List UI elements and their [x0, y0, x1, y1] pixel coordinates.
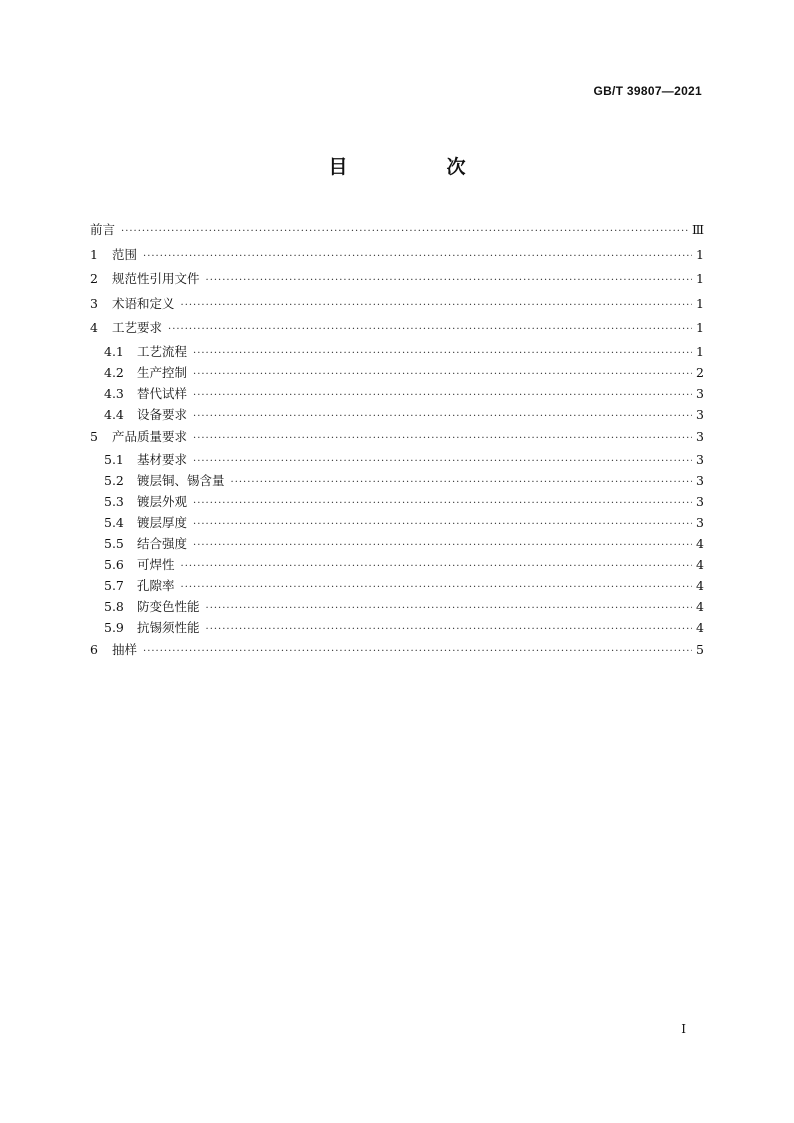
- toc-entry-page: 3: [696, 428, 704, 444]
- toc-entry-number: 5.4: [104, 515, 124, 530]
- toc-entry-5[interactable]: [90, 425, 704, 450]
- dot-leader: [193, 343, 692, 364]
- toc-entry-4-3[interactable]: [90, 383, 704, 404]
- dot-leader: [193, 535, 692, 556]
- toc-entry-title: 产品质量要求: [112, 428, 188, 444]
- toc-entry-number: 5.3: [104, 494, 124, 509]
- toc-entry-number: 4.4: [104, 406, 124, 422]
- toc-entry-title: 镀层铜、锡含量: [137, 473, 225, 488]
- toc-entry-title: 范围: [112, 246, 138, 262]
- toc-entry-number: 5: [90, 428, 98, 444]
- toc-entry-number: 5.5: [104, 536, 124, 551]
- toc-entry-number: 5.2: [104, 473, 124, 488]
- dot-leader: [168, 318, 692, 343]
- toc-entry-number: 3: [90, 295, 98, 311]
- toc-entry-4-2[interactable]: [90, 362, 704, 383]
- dot-leader: [181, 294, 693, 319]
- dot-leader: [143, 245, 692, 270]
- dot-leader: [143, 640, 692, 665]
- toc-entry-number: 6: [90, 642, 98, 657]
- dot-leader: [206, 619, 693, 640]
- toc-entry-title: 抽样: [112, 642, 138, 657]
- toc-entry-5-7[interactable]: [90, 575, 704, 596]
- toc-entry-4-1[interactable]: [90, 341, 704, 362]
- toc-entry-page: 4: [696, 599, 704, 614]
- dot-leader: [193, 364, 692, 385]
- page-number: I: [681, 1022, 686, 1036]
- toc-entry-page: 4: [696, 578, 704, 593]
- toc-entry-4-4[interactable]: [90, 404, 704, 425]
- toc-entry-page: 4: [696, 620, 704, 635]
- toc-entry-number: 4.2: [104, 364, 124, 380]
- toc-entry-3[interactable]: [90, 292, 704, 317]
- dot-leader: [193, 427, 692, 452]
- toc-entry-title: 镀层厚度: [137, 515, 188, 530]
- toc-entry-title: 工艺要求: [112, 320, 163, 335]
- toc-entry-number: 1: [90, 246, 98, 262]
- toc-entry-title: 术语和定义: [112, 295, 175, 311]
- toc-entry-page: 3: [696, 452, 704, 467]
- toc-entry-title: 前言: [90, 222, 116, 237]
- toc-entry-title: 替代试样: [137, 385, 188, 401]
- toc-entry-5-1[interactable]: [90, 449, 704, 470]
- toc-entry-5-9[interactable]: [90, 617, 704, 638]
- toc-entry-number: 4.1: [104, 343, 124, 359]
- toc-entry-number: 4.3: [104, 385, 124, 401]
- toc-entry-number: 5.6: [104, 557, 124, 572]
- toc-entry-page: 3: [696, 406, 704, 422]
- toc-entry-page: 5: [696, 642, 704, 657]
- dot-leader: [121, 220, 688, 245]
- toc-entry-5-6[interactable]: [90, 554, 704, 575]
- toc-entry-page: 4: [696, 536, 704, 551]
- dot-leader: [206, 598, 693, 619]
- toc-entry-title: 防变色性能: [137, 599, 200, 614]
- toc-entry-number: 5.8: [104, 599, 124, 614]
- toc-entry-page: 3: [696, 515, 704, 530]
- dot-leader: [193, 406, 692, 427]
- toc-entry-5-4[interactable]: [90, 512, 704, 533]
- toc-entry-page: 1: [696, 246, 704, 262]
- toc-entry-title: 孔隙率: [137, 578, 175, 593]
- toc-entry-foreword[interactable]: [90, 218, 704, 243]
- toc-entry-5-8[interactable]: [90, 596, 704, 617]
- dot-leader: [193, 451, 692, 472]
- toc-entry-1[interactable]: [90, 243, 704, 268]
- toc-entry-5-2[interactable]: [90, 470, 704, 491]
- toc-entry-number: 4: [90, 320, 98, 335]
- dot-leader: [231, 472, 693, 493]
- toc-entry-title: 工艺流程: [137, 343, 188, 359]
- toc-entry-title: 生产控制: [137, 364, 188, 380]
- toc-entry-6[interactable]: [90, 638, 704, 663]
- toc-entry-title: 结合强度: [137, 536, 188, 551]
- toc-entry-title: 抗锡须性能: [137, 620, 200, 635]
- toc-entry-page: 1: [696, 271, 704, 286]
- toc-entry-title: 基材要求: [137, 452, 188, 467]
- dot-leader: [193, 493, 692, 514]
- toc-entry-page: 3: [696, 385, 704, 401]
- toc-entry-number: 2: [90, 271, 98, 286]
- toc-entry-page: 3: [696, 473, 704, 488]
- toc-entry-title: 镀层外观: [137, 494, 188, 509]
- table-of-contents: [90, 218, 704, 663]
- standard-code: GB/T 39807—2021: [593, 84, 702, 98]
- toc-entry-5-3[interactable]: [90, 491, 704, 512]
- toc-entry-title: 设备要求: [137, 406, 188, 422]
- toc-entry-5-5[interactable]: [90, 533, 704, 554]
- toc-entry-number: 5.1: [104, 452, 124, 467]
- toc-entry-title: 规范性引用文件: [112, 271, 200, 286]
- dot-leader: [181, 556, 693, 577]
- dot-leader: [193, 514, 692, 535]
- toc-entry-4[interactable]: [90, 316, 704, 341]
- dot-leader: [206, 269, 693, 294]
- toc-entry-number: 5.9: [104, 620, 124, 635]
- dot-leader: [181, 577, 693, 598]
- toc-entry-page: 1: [696, 320, 704, 335]
- toc-entry-2[interactable]: [90, 267, 704, 292]
- toc-entry-page: 1: [696, 343, 704, 359]
- toc-entry-page: 4: [696, 557, 704, 572]
- toc-entry-number: 5.7: [104, 578, 124, 593]
- toc-title: 目 次: [328, 156, 506, 178]
- toc-entry-page: 3: [696, 494, 704, 509]
- toc-entry-page: 2: [696, 364, 704, 380]
- toc-entry-page: 1: [696, 295, 704, 311]
- dot-leader: [193, 385, 692, 406]
- toc-entry-title: 可焊性: [137, 557, 175, 572]
- toc-entry-page: Ⅲ: [691, 222, 704, 237]
